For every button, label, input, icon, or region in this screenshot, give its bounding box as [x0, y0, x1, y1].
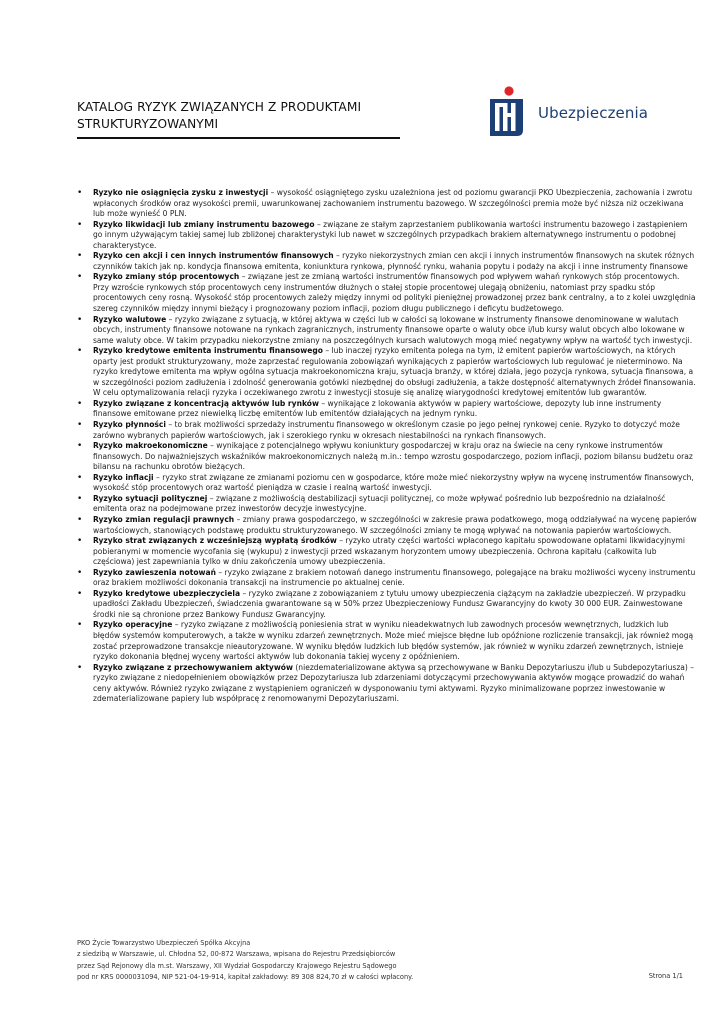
bullet-icon: • — [77, 472, 83, 483]
bullet-icon: • — [77, 346, 83, 357]
risk-name: Ryzyko walutowe — [93, 314, 167, 324]
bullet-icon: • — [77, 620, 83, 631]
brand-name: Ubezpieczenia — [538, 104, 649, 122]
footer-address: z siedzibą w Warszawie, ul. Chłodna 52, 00-872 Warszawa, wpisana do Rejestru Przedsiębiorców — [77, 950, 396, 959]
risk-description: – wynikające z lokowania aktywów w papiery wartościowe, depozyty lub inne instrumenty finansowe emitowane przez niewielką liczbę emitentów lub emitentów działających na jednym rynku. — [93, 398, 662, 419]
risk-description: – lub inaczej ryzyko emitenta polega na tym, iż emitent papierów wartościowych, na których oparty jest produkt strukturyzowany, może zaprzestać regulowania zobowiązań wynikających z papierów wartościowych lub regulować je nieterminowo. Na ryzyko kredytowe emitenta ma wpływ ogólna sytuacja makroekonomiczna kraju, sytuacja branży, w której działa, jego pozycja rynkowa, sytuacja finansowa, a w szczególności poziom zadłużenia i zdolność generowania gotówki niezbędnej do obsługi zadłużenia, a także dostępność alternatywnych źródeł finansowania. W celu optymalizowania relacji ryzyka i oczekiwanego zwrotu z inwestycji stosuje się analizę wiarygodności kredytowej emitentów lub gwarantów. — [93, 346, 696, 398]
risk-description: – związane z możliwością destabilizacji sytuacji politycznej, co może wpływać pośrednio lub bezpośrednio na działalność emitenta oraz na podejmowane przez inwestorów decyzje inwestycyjne. — [93, 493, 666, 514]
risk-description: – wynikające z potencjalnego wpływu koniunktury gospodarczej w kraju oraz na świecie na ceny rynkowe instrumentów finansowych. Do najważniejszych wskaźników makroekonomicznych należą m.in.: tempo wzrostu gospodarczego, poziom inflacji, poziom bilansu budżetu oraz bilansu na rachunku obrotów bieżących. — [93, 441, 693, 472]
risk-name: Ryzyko likwidacji lub zmiany instrumentu bazowego — [93, 219, 315, 229]
bullet-icon: • — [77, 536, 83, 547]
page-number: Strona 1/1 — [648, 972, 683, 980]
risk-item — [77, 494, 697, 515]
risk-item — [77, 420, 697, 441]
bullet-icon: • — [77, 272, 83, 283]
risk-name: Ryzyko sytuacji politycznej — [93, 493, 208, 503]
risk-description: – ryzyko utraty części wartości wpłaconego kapitału spowodowane opłatami likwidacyjnymi pobieranymi w momencie wycofania się (wykupu) z inwestycji przed wskazanym horyzontem umowy ubezpieczenia. Ochrona kapitału (całkowita lub częściowa) jest zapewniania tylko w dniu zakończenia umowy ubezpieczenia. — [93, 536, 685, 567]
risk-name: Ryzyko inflacji — [93, 472, 154, 482]
document-title — [77, 99, 407, 133]
bullet-icon: • — [77, 588, 83, 599]
risk-name: Ryzyko cen akcji i cen innych instrumentów finansowych — [93, 251, 334, 261]
risk-item — [77, 589, 697, 621]
risk-item — [77, 620, 697, 662]
risk-item — [77, 568, 697, 589]
risk-item — [77, 251, 697, 272]
bullet-icon: • — [77, 219, 83, 230]
company-footer — [77, 938, 692, 984]
risk-name: Ryzyko operacyjne — [93, 620, 173, 630]
pko-logo-icon — [488, 86, 532, 138]
risk-item — [77, 188, 697, 220]
bullet-icon: • — [77, 493, 83, 504]
risk-name: Ryzyko strat związanych z wcześniejszą wypłatą środków — [93, 536, 337, 546]
risk-list — [77, 188, 697, 705]
risk-item — [77, 315, 697, 347]
risk-description: – wysokość osiągniętego zysku uzależniona jest od poziomu gwarancji PKO Ubezpieczenia, zachowania i zwrotu wpłaconych środków oraz wysokości premii, uwarunkowanej zachowaniem instrumentu bazowego. W szczególności premia może być niższa niż oczekiwana lub może wynieść 0 PLN. — [93, 188, 693, 219]
bullet-icon: • — [77, 514, 83, 525]
risk-description: – ryzyko związane z możliwością poniesienia strat w wyniku nieadekwatnych lub zawodnych procesów wewnętrznych, ludzkich lub błędów systemów komputerowych, a także w wyniku zdarzeń zewnętrznych. Może mieć miejsce błędne lub opóźnione rozliczenie transakcji, jak również mogą zostać przeprowadzone transakcje nieautoryzowane. W wyniku błędów ludzkich lub błędów systemów, jak również w wyniku zdarzeń zewnętrznych, istnieje ryzyko dokonania błędnej wyceny wartości aktywów lub dokonania takiej wyceny z opóźnieniem. — [93, 620, 694, 662]
title-line-2: STRUKTURYZOWANYMI — [77, 117, 219, 131]
risk-description: – ryzyko związane z brakiem notowań danego instrumentu finansowego, polegające na braku możliwości wyceny instrumentu oraz brakiem możliwości dokonania transakcji na instrumencie po aktualnej cenie. — [93, 567, 696, 588]
title-line-1: KATALOG RYZYK ZWIĄZANYCH Z PRODUKTAMI — [77, 100, 362, 114]
risk-name: Ryzyko zmiany stóp procentowych — [93, 272, 240, 282]
risk-name: Ryzyko makroekonomiczne — [93, 441, 208, 451]
risk-item — [77, 441, 697, 473]
risk-name: Ryzyko nie osiągnięcia zysku z inwestycji — [93, 188, 269, 197]
risk-item — [77, 473, 697, 494]
risk-name: Ryzyko zawieszenia notowań — [93, 567, 216, 577]
risk-item — [77, 272, 697, 314]
risk-description: – to brak możliwości sprzedaży instrumentu finansowego w określonym czasie po jego pełnej rynkowej cenie. Ryzyko to dotyczyć może zarówno wybranych papierów wartościowych, jak i szerokiego rynku w okresach niestabilności na rynkach finansowych. — [93, 420, 680, 440]
risk-name: Ryzyko zmian regulacji prawnych — [93, 514, 235, 524]
risk-item — [77, 663, 697, 705]
risk-item — [77, 399, 697, 420]
risk-description: – ryzyko związane z zobowiązaniem z tytułu umowy ubezpieczenia ciążącym na zakładzie ubezpieczeń. W przypadku upadłości Zakładu Ubezpieczeń, świadczenia gwarantowane są w 50% przez Ubezpieczeniowy Fundusz Gwarancyjny do kwoty 30 000 EUR. Zainwestowane środki nie są chronione przez Bankowy Fundusz Gwarancyjny. — [93, 588, 686, 619]
footer-court-register: przez Sąd Rejonowy dla m.st. Warszawy, XII Wydział Gospodarczy Krajowego Rejestru Sądowego — [77, 961, 397, 970]
bullet-icon: • — [77, 567, 83, 578]
risk-description: – ryzyko strat związane ze zmianami poziomu cen w gospodarce, które może mieć niekorzystny wpływ na wycenę instrumentów finansowych, wysokość stóp procentowych oraz wartość pieniądza w czasie i realną wartość inwestycji. — [93, 472, 694, 493]
bullet-icon: • — [77, 398, 83, 409]
bullet-icon: • — [77, 420, 83, 431]
risk-name: Ryzyko związane z przechowywaniem aktywów — [93, 662, 293, 672]
risk-description: (niezdematerializowane aktywa są przechowywane w Banku Depozytariuszu i/lub u Subdepozytariusza) – ryzyko związane z niedopełnieniem obowiązków przez Depozytariusza lub zdarzeniami dotyczącymi przechowywania aktywów mogące prowadzić do wahań ceny aktywów. Również ryzyko związane z wystąpieniem ograniczeń w dysponowaniu tymi aktywami. Ryzyko minimalizowane poprzez inwestowanie w zdematerializowane papiery lub współpracę z renomowanymi Depozytariuszami. — [93, 662, 695, 704]
risk-item — [77, 536, 697, 568]
risk-description: – zmiany prawa gospodarczego, w szczególności w zakresie prawa podatkowego, mogą oddziaływać na wycenę papierów wartościowych, stanowiących podstawę produktu strukturyzowanego. W szczególności zmiany te mogą wpływać na notowania papierów wartościowych. — [93, 514, 697, 535]
bullet-icon: • — [77, 662, 83, 673]
risk-item — [77, 220, 697, 252]
risk-description: – ryzyko niekorzystnych zmian cen akcji i innych instrumentów finansowych na skutek różnych czynników takich jak np. kondycja finansowa emitenta, koniunktura rynkowa, płynność rynku, wahania popytu i podaży na akcji i inne instrumenty finansowe — [93, 251, 695, 271]
bullet-icon: • — [77, 251, 83, 262]
risk-description: – związane jest ze zmianą wartości instrumentów finansowych pod wpływem wahań rynkowych stóp procentowych. Przy wzroście rynkowych stóp procentowych ceny instrumentów dłużnych o stałej stopie procentowej ulegają obniżeniu, natomiast przy spadku stóp procentowych ceny rosną. Wysokość stóp procentowych zależy między innymi od polityki pieniężnej prowadzonej przez bank centralny, a to z kolei uwzględnia szereg czynników między innymi bieżący i prognozowany poziom inflacji, poziom długu publicznego i deficytu budżetowego. — [93, 272, 696, 314]
risk-name: Ryzyko płynności — [93, 420, 166, 430]
risk-item — [77, 515, 697, 536]
bullet-icon: • — [77, 314, 83, 325]
title-underline — [77, 137, 400, 139]
risk-name: Ryzyko kredytowe ubezpieczyciela — [93, 588, 241, 598]
risk-name: Ryzyko związane z koncentracją aktywów lub rynków — [93, 398, 319, 408]
risk-item — [77, 346, 697, 399]
footer-company-name: PKO Życie Towarzystwo Ubezpieczeń Spółka Akcyjna — [77, 939, 251, 947]
footer-registration-numbers: pod nr KRS 0000031094, NIP 521-04-19-914, kapitał zakładowy: 89 308 824,70 zł w całości wpłacony. — [77, 973, 414, 982]
risk-name: Ryzyko kredytowe emitenta instrumentu finansowego — [93, 346, 323, 356]
bullet-icon: • — [77, 441, 83, 452]
bullet-icon: • — [77, 188, 83, 198]
risk-description: – ryzyko związane z sytuacją, w której aktywa w części lub w całości są lokowane w instrumenty finansowe denominowane w walutach obcych, instrumenty finansowe notowane na rynkach zagranicznych, instrumenty finansowe oparte o waluty obce i/lub kursy walut obcych albo lokowane w same waluty obce. W takim przypadku niekorzystne zmiany na poszczególnych kursach walutowych mogą mieć negatywny wpływ na wartość tych inwestycji. — [93, 314, 693, 345]
risk-description: – związane ze stałym zaprzestaniem publikowania wartości instrumentu bazowego i zastąpieniem go innym używającym takiej samej lub zbliżonej charakterystyki lub nawet w szczególnych przypadkach brakiem alternatywnego instrumentu o podobnej charakterystyce. — [93, 219, 688, 250]
